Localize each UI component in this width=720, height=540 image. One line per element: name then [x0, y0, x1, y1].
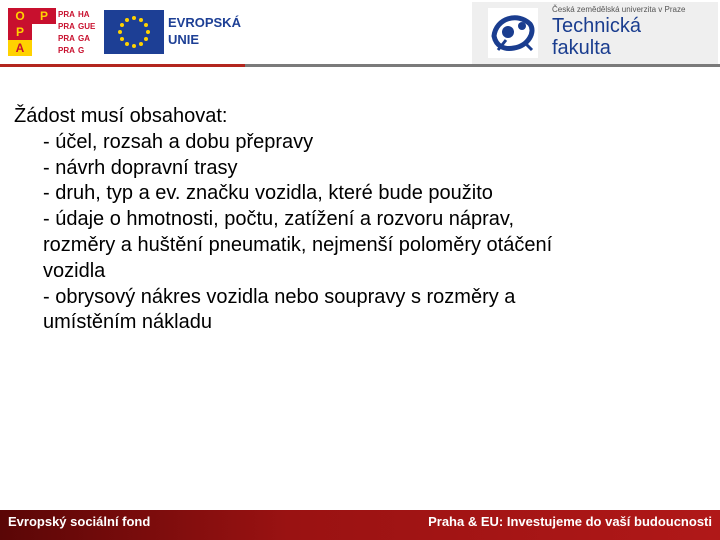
slide-body: [14, 104, 704, 336]
eu-label: [168, 14, 248, 48]
praha-word: PRA: [58, 46, 75, 55]
header-divider: [0, 64, 720, 67]
oppa-letter: A: [8, 40, 32, 56]
praha-word: GUE: [78, 22, 96, 31]
footer-right-text: Praha & EU: Investujeme do vaší budoucnosti: [428, 514, 712, 529]
oppa-letter: O: [8, 8, 32, 24]
praha-word: G: [78, 46, 85, 55]
praha-word: PRA: [58, 34, 75, 43]
faculty-name-line1: Technická: [552, 15, 641, 37]
eu-label-line2: UNIE: [168, 32, 200, 47]
oppa-letter: P: [8, 24, 32, 40]
list-item-continuation: vozidla: [43, 259, 106, 282]
slide-heading: Žádost musí obsahovat:: [14, 105, 228, 127]
list-item: - druh, typ a ev. značku vozidla, které bude použito: [43, 182, 493, 205]
list-item: - údaje o hmotnosti, počtu, zatížení a rozvoru náprav,: [43, 208, 514, 231]
praha-word: PRA: [58, 22, 75, 31]
praha-logo: [58, 9, 98, 55]
praha-word: GA: [78, 34, 90, 43]
faculty-emblem-icon: [484, 6, 542, 60]
praha-word: HA: [78, 10, 90, 19]
eu-flag-icon: [104, 10, 164, 54]
praha-word: PRA: [58, 10, 75, 19]
oppa-blank: [32, 24, 56, 40]
oppa-letter: P: [32, 8, 56, 24]
list-item: - účel, rozsah a dobu přepravy: [43, 130, 314, 153]
faculty-name-line2: fakulta: [552, 37, 611, 59]
list-item: - obrysový nákres vozidla nebo soupravy s rozměry a: [43, 285, 516, 308]
eu-label-line1: EVROPSKÁ: [168, 15, 241, 30]
university-name: Česká zemědělská univerzita v Praze: [552, 5, 686, 14]
oppa-blank: [32, 40, 56, 56]
footer-left-text: Evropský sociální fond: [8, 514, 151, 529]
list-item-continuation: umístěním nákladu: [43, 311, 212, 334]
list-item: - návrh dopravní trasy: [43, 156, 238, 179]
oppa-logo: [8, 8, 56, 56]
faculty-name: [552, 15, 641, 59]
list-item-continuation: rozměry a huštění pneumatik, nejmenší poloměry otáčení: [43, 233, 553, 256]
